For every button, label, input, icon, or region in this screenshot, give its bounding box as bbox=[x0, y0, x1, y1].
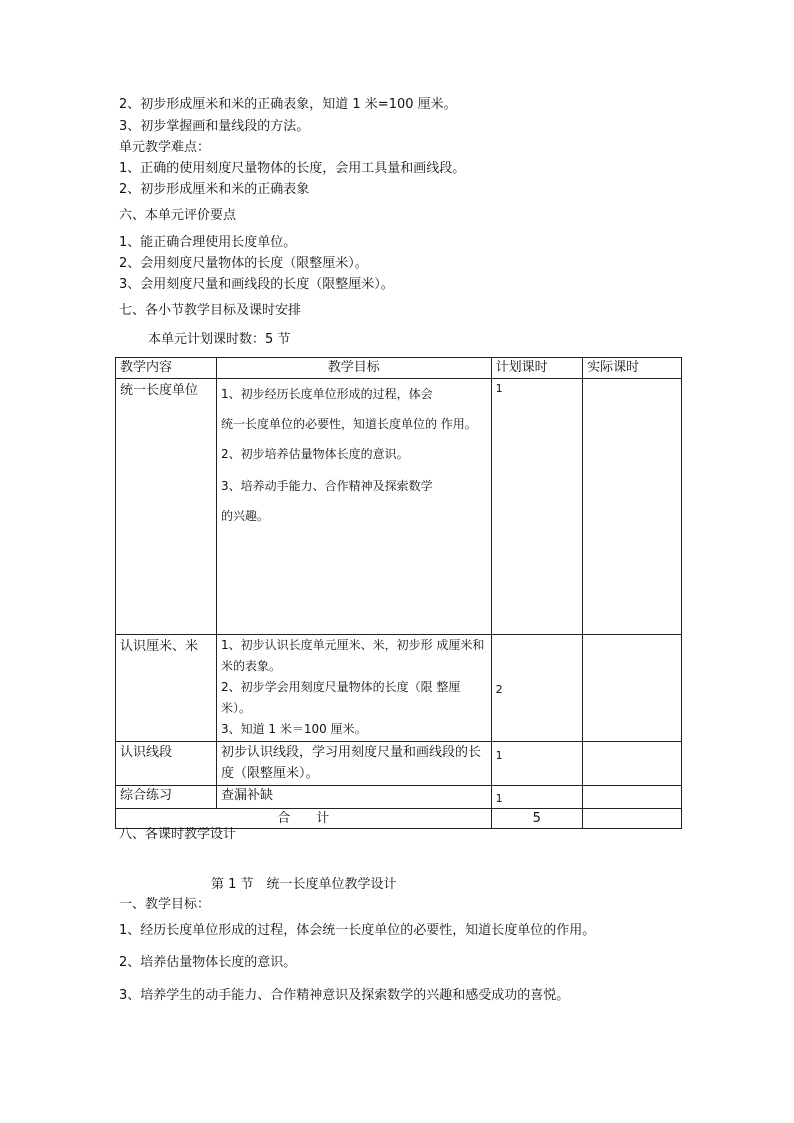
row-goals: 查漏补缺 bbox=[216, 786, 491, 809]
paragraph-line: 2、初步形成厘米和米的正确表象 bbox=[119, 182, 310, 197]
header-planned: 计划课时 bbox=[491, 358, 583, 379]
section-heading: 单元教学难点： bbox=[119, 140, 211, 155]
paragraph-line: 2、初步形成厘米和米的正确表象，知道 1 米=100 厘米。 bbox=[119, 97, 457, 112]
goal-line: 3、知道 1 米＝100 厘米。 bbox=[220, 722, 367, 736]
paragraph-line: 1、能正确合理使用长度单位。 bbox=[119, 235, 297, 250]
paragraph-line: 3、会用刻度尺量和画线段的长度（限整厘米）。 bbox=[119, 277, 394, 292]
row-content: 统一长度单位 bbox=[116, 379, 217, 635]
plan-summary: 本单元计划课时数：5 节 bbox=[148, 332, 291, 347]
row-planned: 1 bbox=[491, 379, 583, 635]
row-planned: 1 bbox=[491, 742, 583, 786]
row-actual bbox=[583, 379, 682, 635]
goal-line: 统一长度单位的必要性，知道长度单位的 作用。 bbox=[220, 417, 477, 431]
paragraph-line: 2、会用刻度尺量物体的长度（限整厘米）。 bbox=[119, 256, 368, 271]
row-planned: 1 bbox=[491, 786, 583, 809]
table-row bbox=[116, 786, 682, 809]
row-content: 认识线段 bbox=[116, 742, 217, 786]
goal-line: 2、初步培养估量物体长度的意识。 bbox=[220, 447, 409, 461]
paragraph-line: 2、培养估量物体长度的意识。 bbox=[119, 955, 297, 970]
row-actual bbox=[583, 786, 682, 809]
total-actual bbox=[583, 809, 682, 829]
row-actual bbox=[583, 742, 682, 786]
paragraph-line: 1、经历长度单位形成的过程，体会统一长度单位的必要性，知道长度单位的作用。 bbox=[119, 923, 596, 938]
row-goals bbox=[216, 379, 491, 635]
goal-line: 1、初步认识长度单元厘米、米，初步形 成厘米和米的表象。 bbox=[220, 638, 485, 673]
section-heading: 八、各课时教学设计 bbox=[119, 827, 237, 842]
header-actual: 实际课时 bbox=[583, 358, 682, 379]
row-goals: 初步认识线段，学习用刻度尺量和画线段的长度（限整厘米）。 bbox=[216, 742, 491, 786]
row-goals bbox=[216, 635, 491, 742]
section-heading: 七、各小节教学目标及课时安排 bbox=[119, 303, 302, 318]
total-value: 5 bbox=[491, 809, 583, 829]
row-planned: 2 bbox=[491, 635, 583, 742]
header-content: 教学内容 bbox=[116, 358, 217, 379]
goal-line: 3、培养动手能力、合作精神及探索数学 bbox=[220, 479, 433, 493]
paragraph-line: 1、正确的使用刻度尺量物体的长度，会用工具量和画线段。 bbox=[119, 161, 466, 176]
table-row bbox=[116, 379, 682, 635]
lesson-title: 第 1 节 统一长度单位教学设计 bbox=[211, 877, 397, 892]
row-content: 综合练习 bbox=[116, 786, 217, 809]
paragraph-line: 3、初步掌握画和量线段的方法。 bbox=[119, 119, 310, 134]
header-goals: 教学目标 bbox=[216, 358, 491, 379]
row-content: 认识厘米、米 bbox=[116, 635, 217, 742]
section-heading: 一、教学目标： bbox=[119, 897, 211, 912]
paragraph-line: 3、培养学生的动手能力、合作精神意识及探索数学的兴趣和感受成功的喜悦。 bbox=[119, 988, 570, 1003]
table-row bbox=[116, 742, 682, 786]
total-label: 合 计 bbox=[116, 809, 492, 829]
section-heading: 六、本单元评价要点 bbox=[119, 208, 237, 223]
goal-line: 的兴趣。 bbox=[220, 509, 269, 523]
goal-line: 1、初步经历长度单位形成的过程，体会 bbox=[220, 387, 433, 401]
table-row bbox=[116, 635, 682, 742]
goal-line: 2、初步学会用刻度尺量物体的长度（限 整厘米）。 bbox=[220, 680, 461, 715]
row-actual bbox=[583, 635, 682, 742]
table-header-row bbox=[116, 358, 682, 379]
schedule-table bbox=[115, 357, 682, 829]
